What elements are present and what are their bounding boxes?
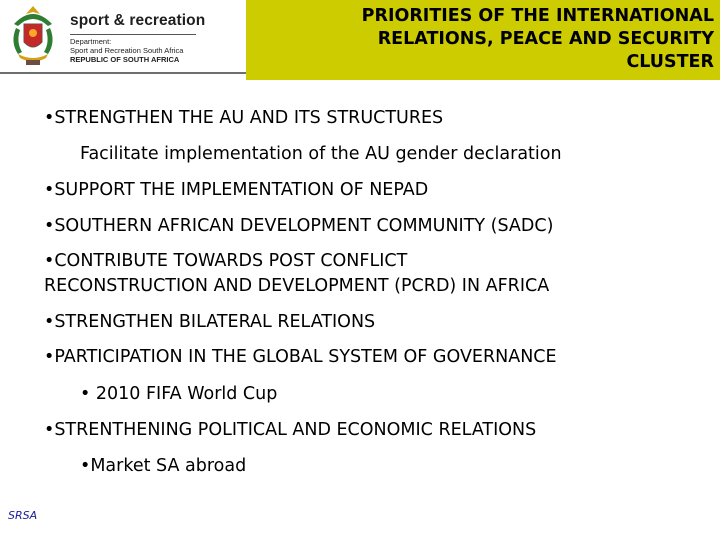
bullet-sadc: •SOUTHERN AFRICAN DEVELOPMENT COMMUNITY (SADC) bbox=[44, 216, 554, 236]
title-line-2: RELATIONS, PEACE AND SECURITY bbox=[377, 29, 714, 49]
title-line-3: CLUSTER bbox=[626, 52, 714, 72]
title-line-1: PRIORITIES OF THE INTERNATIONAL bbox=[361, 6, 714, 26]
sub-item-au-gender: Facilitate implementation of the AU gender declaration bbox=[80, 144, 562, 164]
coat-of-arms-icon bbox=[4, 2, 62, 68]
department-logo bbox=[0, 0, 246, 74]
brand-divider bbox=[70, 34, 196, 35]
footer-tag: SRSA bbox=[8, 509, 38, 522]
sub-item-market-sa: •Market SA abroad bbox=[80, 456, 247, 476]
dept-line-3: REPUBLIC OF SOUTH AFRICA bbox=[70, 55, 180, 64]
bullet-nepad: •SUPPORT THE IMPLEMENTATION OF NEPAD bbox=[44, 180, 429, 200]
header-divider bbox=[0, 72, 246, 74]
dept-line-1: Department: bbox=[70, 37, 112, 46]
bullet-strengthen-au: •STRENGTHEN THE AU AND ITS STRUCTURES bbox=[44, 108, 444, 128]
sub-item-fifa: • 2010 FIFA World Cup bbox=[80, 384, 278, 404]
bullet-bilateral: •STRENGTHEN BILATERAL RELATIONS bbox=[44, 312, 376, 332]
slide-title bbox=[246, 0, 720, 80]
brand-title: sport & recreation bbox=[70, 12, 206, 29]
bullet-global-governance: •PARTICIPATION IN THE GLOBAL SYSTEM OF GOVERNANCE bbox=[44, 347, 557, 367]
bullet-pcrd-line-1: •CONTRIBUTE TOWARDS POST CONFLICT bbox=[44, 251, 408, 271]
dept-line-2: Sport and Recreation South Africa bbox=[70, 46, 184, 55]
bullet-pcrd-line-2: RECONSTRUCTION AND DEVELOPMENT (PCRD) IN AFRICA bbox=[44, 276, 550, 296]
bullet-political-economic: •STRENTHENING POLITICAL AND ECONOMIC RELATIONS bbox=[44, 420, 537, 440]
